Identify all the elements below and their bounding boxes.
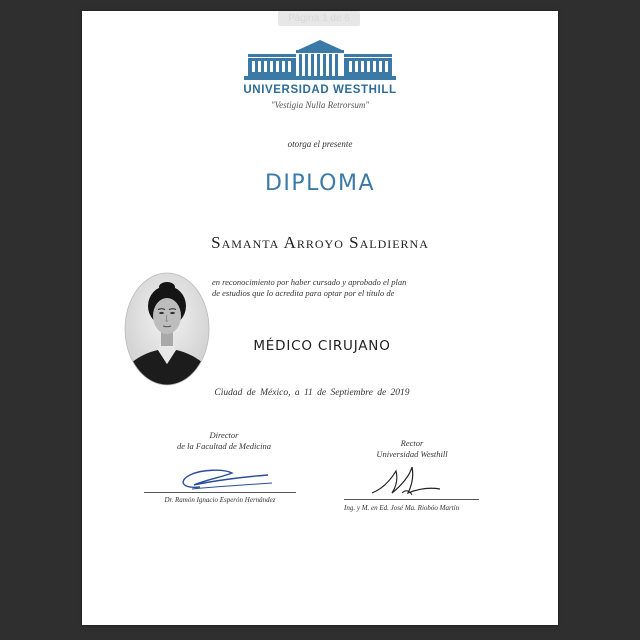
rector-title-line-1: Rector	[400, 438, 424, 448]
place-and-date: Ciudad de México, a 11 de Septiembre de 2019	[214, 388, 410, 398]
director-title	[144, 430, 304, 452]
recipient-photo	[124, 272, 210, 386]
page-indicator: Página 1 de 6	[278, 11, 360, 26]
recognition-line-1: en reconocimiento por haber cursado y aprobado el plan	[212, 277, 407, 287]
rector-title-line-2: Universidad Westhill	[376, 449, 448, 459]
director-name: Dr. Ramón Ignacio Esperón Hernández	[164, 496, 276, 504]
recognition-line-2: de estudios que lo acredita para optar por el título de	[212, 288, 395, 298]
university-motto: "Vestigia Nulla Retrorsum"	[270, 100, 370, 110]
director-title-line-1: Director	[209, 430, 239, 440]
rector-name: Ing. y M. en Ed. José Ma. Riobóo Martín	[344, 504, 460, 512]
university-building-icon	[242, 38, 398, 84]
intro-text: otorga el presente	[287, 139, 353, 149]
degree-title: MÉDICO CIRUJANO	[253, 338, 391, 354]
director-signature	[172, 463, 282, 493]
document-title: DIPLOMA	[264, 171, 375, 196]
director-signature-line	[144, 492, 296, 493]
diploma-page	[82, 11, 558, 625]
director-title-line-2: de la Facultad de Medicina	[177, 441, 271, 451]
university-name: UNIVERSIDAD WESTHILL	[243, 84, 397, 96]
rector-title	[332, 438, 492, 460]
recipient-name: Samanta Arroyo Saldierna	[211, 233, 429, 252]
recognition-text	[212, 277, 472, 299]
rector-signature-line	[344, 499, 479, 500]
rector-signature	[362, 463, 472, 499]
